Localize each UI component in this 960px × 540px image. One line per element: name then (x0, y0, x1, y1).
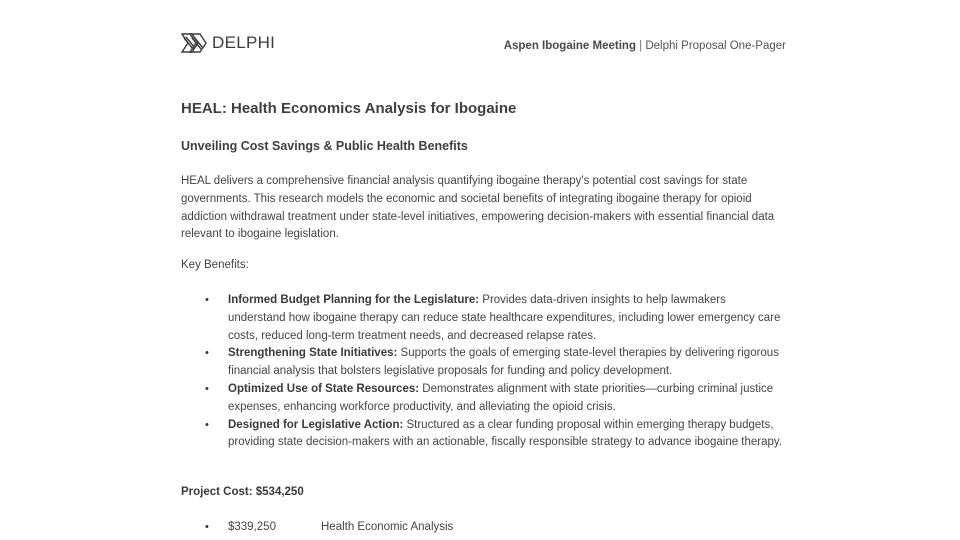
meeting-name: Aspen Ibogaine Meeting (503, 40, 636, 52)
header-separator: | (635, 40, 646, 52)
delphi-chevron-logo-icon (181, 32, 208, 54)
page-subtitle: Unveiling Cost Savings & Public Health Benefits (181, 139, 468, 153)
benefit-item (181, 381, 786, 417)
benefit-title: Strengthening State Initiatives: (228, 347, 398, 360)
bullet-icon: • (205, 418, 209, 431)
benefit-title: Informed Budget Planning for the Legislature: (228, 294, 480, 306)
cost-label: Health Economic Analysis (321, 521, 454, 533)
document-page (181, 0, 786, 540)
benefit-title: Optimized Use of State Resources: (228, 382, 420, 395)
benefit-item (181, 292, 786, 345)
bullet-icon: • (205, 294, 209, 306)
document-type: Delphi Proposal One-Pager (645, 40, 786, 52)
benefit-text: Demonstrates alignment with state priorities—curbing criminal justice expenses, enhancing workforce productivity, and alleviating the opioid crisis. (228, 382, 774, 413)
bullet-icon: • (205, 382, 209, 395)
project-cost-heading: Project Cost: $534,250 (181, 486, 304, 498)
benefit-title: Designed for Legislative Action: (228, 418, 404, 431)
intro-paragraph: HEAL delivers a comprehensive financial analysis quantifying ibogaine therapy's potential cost savings for state governments. This research models the economic and societal benefits of integrating ibogaine therapy for opioid addiction withdrawal treatment under state-level initiatives, empowering decision-makers with essential financial data relevant to ibogaine legislation. (181, 175, 775, 241)
cost-amount: $339,250 (228, 521, 276, 533)
key-benefits-list (181, 292, 786, 452)
delphi-logo (181, 32, 275, 54)
cost-line-item (181, 518, 786, 536)
page-title: HEAL: Health Economics Analysis for Ibogaine (181, 100, 517, 117)
benefit-text: Provides data-driven insights to help lawmakers understand how ibogaine therapy can reduce state healthcare expenditures, including lower emergency care costs, reduced long-term treatment needs, and decreased relapse rates. (228, 294, 781, 342)
benefit-text: Supports the goals of emerging state-level therapies by delivering rigorous financial analysis that bolsters legislative proposals for funding and policy development. (228, 347, 779, 378)
bullet-icon: • (205, 347, 209, 360)
project-cost-list (181, 518, 786, 536)
benefit-text: Structured as a clear funding proposal within emerging therapy budgets, providing state decision-makers with an actionable, fiscally responsible strategy to advance ibogaine therapy. (228, 418, 783, 449)
logo-text: DELPHI (212, 33, 276, 52)
bullet-icon: • (205, 521, 209, 533)
benefit-item (181, 345, 786, 381)
key-benefits-heading: Key Benefits: (181, 259, 249, 271)
page-header (181, 32, 786, 58)
header-meeting-info (504, 40, 786, 52)
benefit-item (181, 417, 786, 453)
